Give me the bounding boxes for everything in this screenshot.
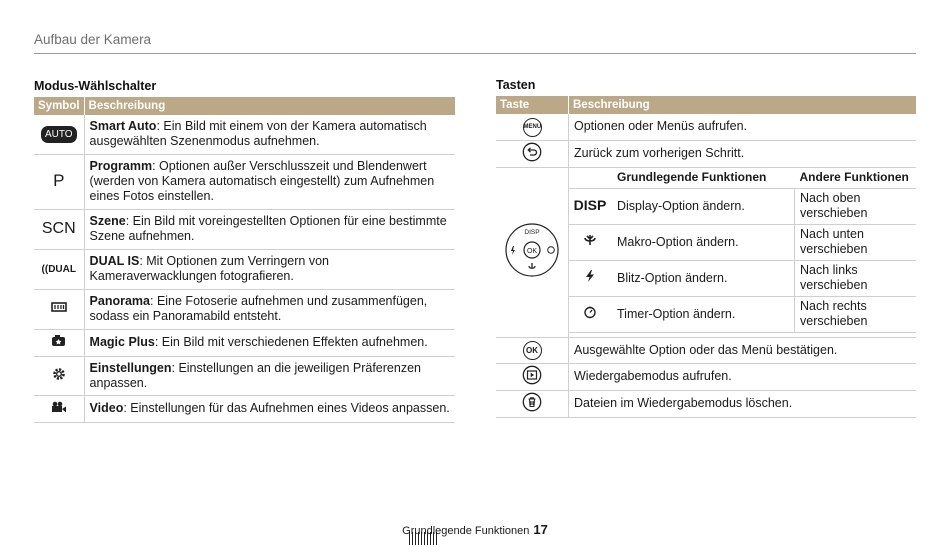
table-row bbox=[569, 188, 916, 224]
basic-function-text: Makro-Option ändern. bbox=[611, 224, 795, 260]
row-title: Einstellungen bbox=[89, 360, 172, 375]
table-row bbox=[34, 115, 455, 154]
basic-function-text: Timer-Option ändern. bbox=[611, 296, 795, 332]
dual-is-icon: ((DUAL bbox=[34, 249, 84, 289]
back-icon bbox=[522, 151, 542, 165]
row-title: Panorama bbox=[89, 294, 150, 308]
row-title: Video bbox=[89, 401, 124, 415]
table-row bbox=[569, 224, 916, 260]
row-text: Dateien im Wiedergabemodus löschen. bbox=[569, 390, 917, 417]
basic-function-text: Blitz-Option ändern. bbox=[611, 260, 795, 296]
mode-dial-title: Modus-Wählschalter bbox=[34, 79, 157, 93]
col-other-functions: Andere Funktionen bbox=[795, 168, 917, 189]
table-header bbox=[34, 97, 455, 115]
navigation-dial-icon bbox=[504, 229, 560, 281]
menu-button-icon: MENU bbox=[523, 118, 542, 137]
table-row bbox=[496, 140, 916, 167]
keys-title: Tasten bbox=[496, 78, 536, 92]
play-icon bbox=[522, 374, 542, 388]
col-symbol: Symbol bbox=[34, 97, 84, 115]
table-row bbox=[34, 289, 455, 329]
row-text: : Eine Fotoserie aufnehmen und zusammenfügen, sodass ein Panoramabild entsteht. bbox=[89, 294, 428, 323]
timer-icon bbox=[583, 308, 597, 322]
other-function-text: Nach oben verschieben bbox=[795, 188, 917, 224]
row-text: Zurück zum vorherigen Schritt. bbox=[569, 140, 917, 167]
other-function-text: Nach rechts verschieben bbox=[795, 296, 917, 332]
table-row bbox=[34, 395, 455, 422]
col-description: Beschreibung bbox=[84, 97, 455, 115]
svg-text:DISP: DISP bbox=[524, 229, 540, 236]
svg-text:OK: OK bbox=[526, 248, 538, 255]
table-row bbox=[569, 296, 916, 332]
header-rule bbox=[34, 53, 916, 54]
table-row bbox=[34, 356, 455, 395]
row-text: : Ein Bild mit voreingestellten Optionen für eine bestimmte Szene aufnehmen. bbox=[89, 214, 447, 243]
row-text: : Einstellungen an die jeweiligen Präferenzen anpassen. bbox=[89, 360, 421, 390]
page-number: 17 bbox=[533, 522, 548, 537]
page-header: Aufbau der Kamera bbox=[34, 32, 152, 47]
program-icon: P bbox=[34, 154, 84, 209]
row-text: : Einstellungen für das Aufnehmen eines Videos anpassen. bbox=[123, 401, 450, 415]
panorama-icon bbox=[34, 289, 84, 329]
settings-icon bbox=[34, 356, 84, 395]
table-row bbox=[569, 260, 916, 296]
flash-icon bbox=[584, 272, 596, 286]
col-key: Taste bbox=[496, 96, 569, 114]
row-title: Smart Auto bbox=[89, 119, 157, 134]
macro-icon bbox=[583, 236, 597, 250]
row-title: Programm bbox=[89, 159, 153, 173]
row-text: : Ein Bild mit verschiedenen Effekten aufnehmen. bbox=[154, 335, 428, 349]
table-header bbox=[496, 96, 916, 114]
table-row bbox=[34, 154, 455, 209]
table-row bbox=[496, 363, 916, 390]
scene-icon: SCN bbox=[34, 209, 84, 249]
table-row bbox=[34, 249, 455, 289]
row-text: Ausgewählte Option oder das Menü bestätigen. bbox=[569, 337, 917, 363]
footer-label: Grundlegende Funktionen bbox=[402, 525, 530, 537]
table-row bbox=[496, 337, 916, 363]
video-icon bbox=[34, 395, 84, 422]
table-row bbox=[34, 329, 455, 356]
other-function-text: Nach links verschieben bbox=[795, 260, 917, 296]
row-title: DUAL IS bbox=[89, 254, 140, 268]
row-text: : Ein Bild mit einem von der Kamera automatisch ausgewählten Szenenmodus aufnehmen. bbox=[89, 119, 427, 149]
row-text: Wiedergabemodus aufrufen. bbox=[569, 363, 917, 390]
other-function-text: Nach unten verschieben bbox=[795, 224, 917, 260]
table-row bbox=[496, 167, 916, 337]
disp-icon: DISP bbox=[573, 197, 607, 213]
table-row bbox=[34, 209, 455, 249]
footer bbox=[0, 522, 950, 537]
row-title: Szene bbox=[89, 214, 126, 228]
navigation-subtable bbox=[569, 168, 916, 333]
auto-icon: AUTO bbox=[34, 115, 84, 154]
row-text: : Mit Optionen zum Verringern von Kameraverwacklungen fotografieren. bbox=[89, 254, 330, 283]
ok-button-icon: OK bbox=[523, 341, 542, 360]
basic-function-text: Display-Option ändern. bbox=[611, 188, 795, 224]
row-text: : Optionen außer Verschlusszeit und Blendenwert (werden von Kamera automatisch eingestellt) zum Aufnehmen eines Fotos einstellen. bbox=[89, 159, 435, 203]
table-row bbox=[496, 114, 916, 140]
keys-table bbox=[496, 96, 916, 418]
mode-dial-table bbox=[34, 97, 455, 423]
magic-plus-icon bbox=[34, 329, 84, 356]
row-text: Optionen oder Menüs aufrufen. bbox=[569, 114, 917, 140]
row-title: Magic Plus bbox=[89, 335, 155, 349]
table-row bbox=[496, 390, 916, 417]
col-basic-functions: Grundlegende Funktionen bbox=[611, 168, 795, 189]
col-description: Beschreibung bbox=[569, 96, 917, 114]
trash-icon bbox=[522, 401, 542, 415]
